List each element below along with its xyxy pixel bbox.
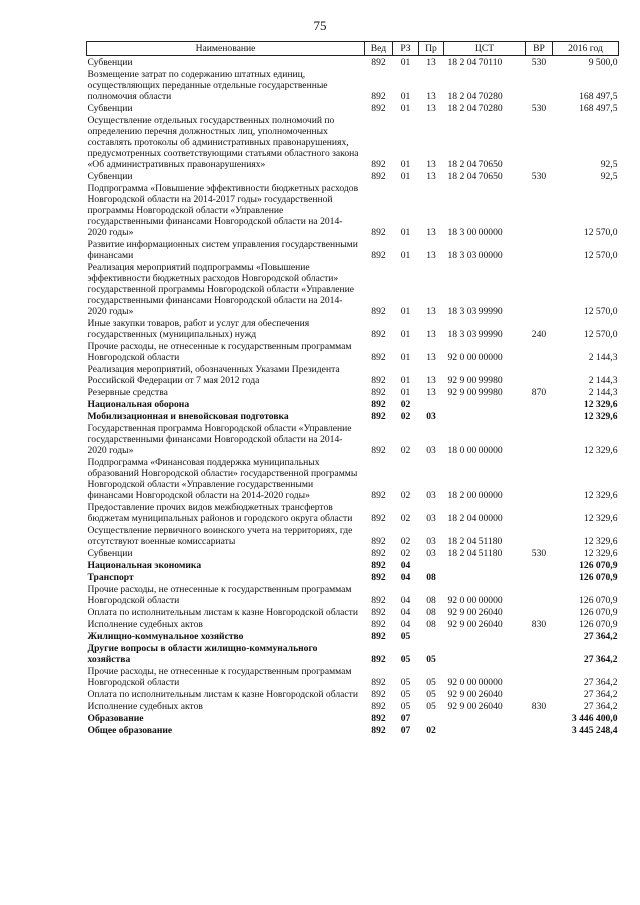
table-row [87,340,619,363]
row-amount: 12 329,6 [583,536,618,547]
row-ved: 892 [371,572,386,583]
row-rz: 04 [400,595,411,606]
row-vr [526,583,553,606]
row-ved: 892 [371,411,386,422]
table-row [87,547,619,559]
row-name: Реализация мероприятий подпрограммы «Повышение эффективности бюджетных расходов Новгородской области» государственной программы Новгородской области «Управление государственными финансами Новгородской области на 2014-2020 годы» [87,262,355,317]
page-number: 75 [313,18,327,33]
row-amount: 92,5 [600,171,618,182]
row-amount: 2 144,3 [588,352,618,363]
row-ved: 892 [371,171,386,182]
table-row [87,642,619,665]
table-row [87,583,619,606]
table-header-row [87,42,619,56]
row-amount: 12 570,0 [583,250,618,261]
row-ved: 892 [371,619,386,630]
row-rz: 01 [400,250,411,261]
row-pr: 13 [426,306,436,317]
row-ved: 892 [371,677,386,688]
row-rz: 05 [400,689,411,700]
row-pr: 13 [426,352,436,363]
table-row [87,170,619,182]
row-pr: 02 [426,725,436,736]
row-rz: 01 [400,306,411,317]
row-cst: 18 2 04 70650 [447,171,503,182]
table-row [87,630,619,642]
row-name: Предоставление прочих видов межбюджетных трансфертов бюджетам муниципальных районов и городского округа области [87,502,353,524]
row-name: Прочие расходы, не отнесенные к государственным программам Новгородской области [87,666,352,688]
row-name: Осуществление первичного воинского учета на территориях, где отсутствуют военные комиссариаты [87,525,353,547]
table-row [87,700,619,712]
row-name: Прочие расходы, не отнесенные к государственным программам Новгородской области [87,584,352,606]
row-ved: 892 [371,654,386,665]
row-ved: 892 [371,375,386,386]
row-amount: 12 570,0 [583,227,618,238]
row-amount: 27 364,2 [583,689,618,700]
row-name: Субвенции [87,57,133,68]
row-vr: 830 [531,619,547,630]
row-rz: 02 [400,445,411,456]
row-vr [526,398,553,410]
row-name: Субвенции [87,103,133,114]
row-pr: 13 [426,159,436,170]
row-vr [526,261,553,317]
row-name: Субвенции [87,171,133,182]
row-vr [526,606,553,618]
row-amount: 12 329,6 [583,490,618,501]
row-cst: 18 2 04 70650 [447,159,503,170]
row-cst: 18 3 00 00000 [447,227,503,238]
row-cst: 92 9 00 99980 [447,387,503,398]
row-name: Государственная программа Новгородской области «Управление государственными финансами Новгородской области на 2014-2020 годы» [87,423,352,456]
row-name: Образование [87,713,144,724]
row-vr [526,724,553,736]
row-cst: 18 2 04 70280 [447,91,503,102]
row-cst [444,559,526,571]
row-pr: 08 [426,572,436,583]
table-row [87,524,619,547]
row-vr: 530 [531,57,547,68]
row-cst: 92 9 00 26040 [447,607,503,618]
row-amount: 27 364,2 [583,677,618,688]
row-vr [526,665,553,688]
row-cst: 18 3 03 99990 [447,329,503,340]
row-rz: 01 [400,103,411,114]
row-vr: 830 [531,701,547,712]
row-cst: 18 2 04 00000 [447,513,503,524]
row-vr [526,238,553,261]
row-amount: 126 070,9 [579,560,618,571]
row-ved: 892 [371,513,386,524]
row-cst [444,398,526,410]
row-amount: 12 329,6 [583,513,618,524]
row-amount: 12 570,0 [583,329,618,340]
row-amount: 3 445 248,4 [571,725,618,736]
row-pr: 03 [426,513,436,524]
table-row [87,571,619,583]
row-name: Национальная оборона [87,399,190,410]
row-vr [526,630,553,642]
row-ved: 892 [371,250,386,261]
row-name: Другие вопросы в области жилищно-коммунального хозяйства [87,643,318,665]
row-name: Мобилизационная и вневойсковая подготовка [87,411,289,422]
row-rz: 05 [400,631,411,642]
row-ved: 892 [371,329,386,340]
row-cst: 92 9 00 26040 [447,689,503,700]
row-rz: 07 [400,713,411,724]
row-vr [526,456,553,501]
header-rz: РЗ [393,42,419,56]
row-name: Жилищно-коммунальное хозяйство [87,631,244,642]
row-cst: 18 2 04 51180 [447,548,503,559]
row-ved: 892 [371,631,386,642]
row-vr [526,642,553,665]
row-rz: 01 [400,57,411,68]
row-amount: 12 329,6 [583,445,618,456]
header-ved: Вед [365,42,393,56]
table-row [87,317,619,340]
table-body [87,56,619,737]
row-pr [419,712,444,724]
row-name: Резервные средства [87,387,168,398]
row-cst: 18 3 03 99990 [447,306,503,317]
row-pr: 13 [426,91,436,102]
row-ved: 892 [371,227,386,238]
row-pr [419,398,444,410]
row-rz: 01 [400,387,411,398]
row-ved: 892 [371,91,386,102]
row-cst [444,410,526,422]
row-cst: 92 0 00 00000 [447,352,503,363]
row-vr [526,410,553,422]
table-row [87,712,619,724]
row-vr: 240 [531,329,547,340]
header-name: Наименование [87,42,365,56]
table-row [87,238,619,261]
row-name: Подпрограмма «Финансовая поддержка муниципальных образований Новгородской области» государственной программы Новгородской области «Управление государственными финансами Новгородской области на 2014-2020 годы» [87,457,358,501]
table-row [87,102,619,114]
row-cst [444,724,526,736]
table-row [87,261,619,317]
row-rz: 02 [400,411,411,422]
row-ved: 892 [371,701,386,712]
table-row [87,688,619,700]
row-rz: 01 [400,329,411,340]
row-vr [526,501,553,524]
row-name: Реализация мероприятий, обозначенных Указами Президента Российской Федерации от 7 мая 2012 года [87,364,340,386]
row-ved: 892 [371,57,386,68]
row-cst: 92 0 00 00000 [447,595,503,606]
row-amount: 9 500,0 [588,57,618,68]
row-name: Развитие информационных систем управления государственными финансами [87,239,358,261]
table-row [87,68,619,102]
row-vr [526,688,553,700]
table-row [87,559,619,571]
row-rz: 02 [400,490,411,501]
row-name: Исполнение судебных актов [87,619,203,630]
row-pr: 03 [426,536,436,547]
row-rz: 04 [400,619,411,630]
budget-table [86,41,619,736]
row-name: Оплата по исполнительным листам к казне Новгородской области [87,607,358,618]
row-pr: 08 [426,595,436,606]
table-row [87,422,619,456]
row-rz: 01 [400,171,411,182]
row-amount: 126 070,9 [579,572,618,583]
row-amount: 12 329,6 [583,399,618,410]
row-name: Оплата по исполнительным листам к казне Новгородской области [87,689,358,700]
row-ved: 892 [371,352,386,363]
table-row [87,182,619,238]
row-ved: 892 [371,103,386,114]
row-amount: 126 070,9 [579,607,618,618]
row-ved: 892 [371,159,386,170]
row-ved: 892 [371,725,386,736]
row-amount: 27 364,2 [583,701,618,712]
row-name: Прочие расходы, не отнесенные к государственным программам Новгородской области [87,341,352,363]
row-ved: 892 [371,387,386,398]
header-year: 2016 год [553,42,619,56]
row-vr [526,559,553,571]
row-ved: 892 [371,536,386,547]
row-pr: 08 [426,607,436,618]
row-cst [444,571,526,583]
row-ved: 892 [371,560,386,571]
row-pr: 03 [426,490,436,501]
row-pr: 13 [426,227,436,238]
table-row [87,56,619,69]
row-name: Исполнение судебных актов [87,701,203,712]
row-vr [526,571,553,583]
row-ved: 892 [371,689,386,700]
row-pr [419,559,444,571]
row-vr: 870 [531,387,547,398]
table-row [87,410,619,422]
row-pr: 13 [426,171,436,182]
row-name: Подпрограмма «Повышение эффективности бюджетных расходов Новгородской области на 2014-2017 годы» государственной программы Новгородской области «Управление государственными финансами Новгородской области на 2014-2020 годы» [87,183,359,238]
row-amount: 3 446 400,0 [571,713,618,724]
row-ved: 892 [371,445,386,456]
row-pr: 13 [426,387,436,398]
row-ved: 892 [371,548,386,559]
row-amount: 12 329,6 [583,411,618,422]
row-rz: 02 [400,513,411,524]
row-vr [526,114,553,170]
row-vr [526,340,553,363]
row-rz: 04 [400,560,411,571]
row-ved: 892 [371,713,386,724]
row-pr: 05 [426,677,436,688]
row-rz: 02 [400,536,411,547]
table-row [87,606,619,618]
row-cst: 92 0 00 00000 [447,677,503,688]
row-amount: 92,5 [600,159,618,170]
row-pr: 03 [426,445,436,456]
row-rz: 01 [400,375,411,386]
row-vr [526,422,553,456]
row-name: Возмещение затрат по содержанию штатных единиц, осуществляющих переданные отдельные государственные полномочия области [87,69,328,102]
row-name: Иные закупки товаров, работ и услуг для обеспечения государственных (муниципальных) нужд [87,318,310,340]
row-ved: 892 [371,595,386,606]
row-vr [526,363,553,386]
row-rz: 05 [400,677,411,688]
row-amount: 27 364,2 [583,631,618,642]
row-cst: 92 9 00 99980 [447,375,503,386]
row-cst: 18 2 04 70110 [447,57,503,68]
row-vr [526,182,553,238]
table-row [87,398,619,410]
header-cst: ЦСТ [444,42,526,56]
header-pr: Пр [419,42,444,56]
row-cst: 18 2 00 00000 [447,490,503,501]
table-row [87,724,619,736]
row-vr: 530 [531,103,547,114]
row-rz: 01 [400,91,411,102]
row-amount: 12 329,6 [583,548,618,559]
row-name: Общее образование [87,725,173,736]
row-pr: 13 [426,375,436,386]
row-name: Субвенции [87,548,133,559]
row-cst: 92 9 00 26040 [447,619,503,630]
row-amount: 2 144,3 [588,375,618,386]
row-amount: 126 070,9 [579,619,618,630]
row-vr: 530 [531,171,547,182]
row-rz: 05 [400,701,411,712]
row-name: Национальная экономика [87,560,202,571]
row-cst [444,712,526,724]
row-amount: 12 570,0 [583,306,618,317]
row-pr: 08 [426,619,436,630]
table-row [87,114,619,170]
row-ved: 892 [371,306,386,317]
row-pr: 05 [426,654,436,665]
row-ved: 892 [371,607,386,618]
row-cst [444,630,526,642]
row-pr: 03 [426,548,436,559]
row-pr: 05 [426,701,436,712]
row-rz: 01 [400,352,411,363]
header-vr: ВР [526,42,553,56]
row-pr: 13 [426,57,436,68]
row-vr [526,68,553,102]
row-vr: 530 [531,548,547,559]
row-rz: 04 [400,607,411,618]
row-cst: 18 2 04 70280 [447,103,503,114]
row-cst: 92 9 00 26040 [447,701,503,712]
table-row [87,618,619,630]
row-pr [419,630,444,642]
row-rz: 01 [400,159,411,170]
row-rz: 02 [400,399,411,410]
row-ved: 892 [371,490,386,501]
row-vr [526,712,553,724]
table-row [87,665,619,688]
table-row [87,386,619,398]
row-cst: 18 0 00 00000 [447,445,503,456]
table-row [87,363,619,386]
row-amount: 168 497,5 [579,91,618,102]
row-pr: 05 [426,689,436,700]
row-pr: 13 [426,250,436,261]
row-rz: 04 [400,572,411,583]
row-rz: 01 [400,227,411,238]
row-amount: 126 070,9 [579,595,618,606]
row-name: Транспорт [87,572,134,583]
row-ved: 892 [371,399,386,410]
row-amount: 168 497,5 [579,103,618,114]
row-cst: 18 3 03 00000 [447,250,503,261]
table-row [87,456,619,501]
row-amount: 2 144,3 [588,387,618,398]
row-amount: 27 364,2 [583,654,618,665]
row-pr: 13 [426,329,436,340]
row-pr: 03 [426,411,436,422]
row-name: Осуществление отдельных государственных полномочий по определению перечня должностных лиц, уполномоченных составлять протоколы об административных правонарушениях, предусмотренных соответствующими статьями областного закона «Об административных правонарушениях» [87,115,359,170]
row-rz: 07 [400,725,411,736]
row-vr [526,524,553,547]
row-pr: 13 [426,103,436,114]
row-cst [444,642,526,665]
row-rz: 05 [400,654,411,665]
row-rz: 02 [400,548,411,559]
row-cst: 18 2 04 51180 [447,536,503,547]
table-row [87,501,619,524]
